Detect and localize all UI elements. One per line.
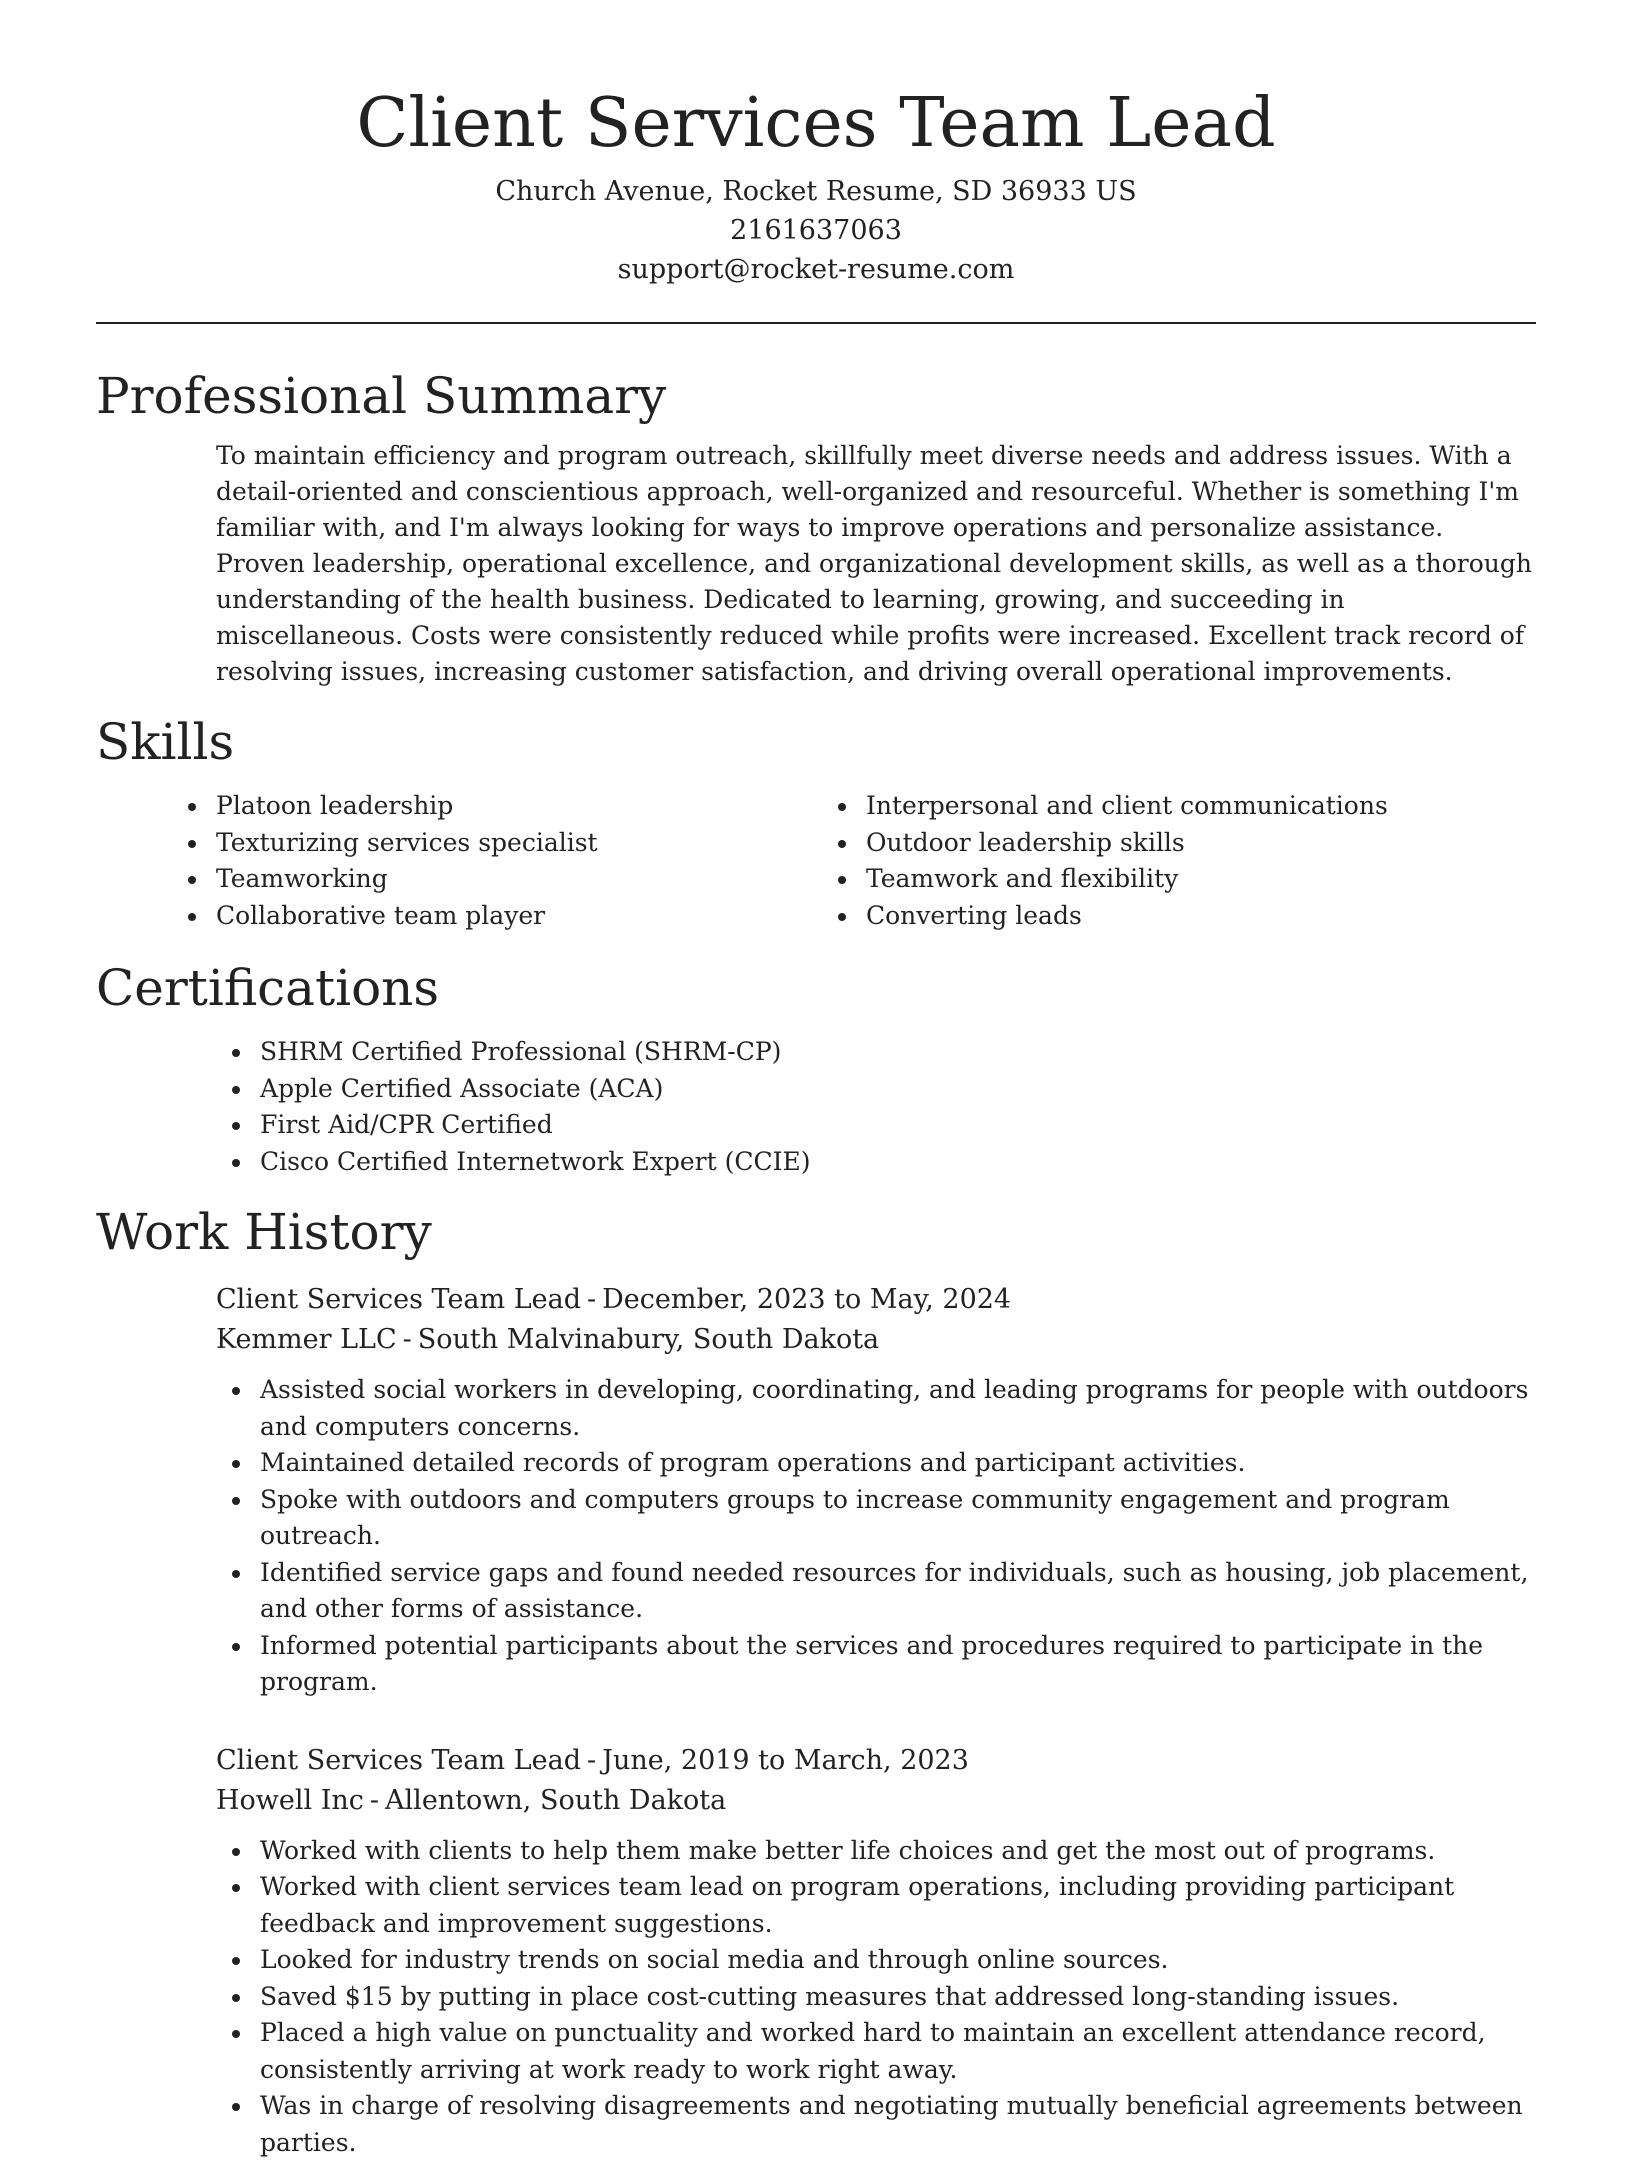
- skill-item: Platoon leadership: [216, 788, 866, 825]
- separator-dash: -: [364, 1785, 385, 1816]
- job-location: South Malvinabury, South Dakota: [418, 1324, 879, 1355]
- certification-item: SHRM Certified Professional (SHRM-CP): [260, 1034, 1536, 1071]
- skill-item: Converting leads: [866, 898, 1516, 935]
- phone-text: 2161637063: [96, 211, 1536, 250]
- job-duty-item: Placed a high value on punctuality and worked hard to maintain an excellent attendance record, consistently arriving at work ready to work right away.: [260, 2015, 1536, 2088]
- job-company: Howell Inc: [216, 1785, 364, 1816]
- skill-item: Collaborative team player: [216, 898, 866, 935]
- contact-block: [96, 172, 1536, 289]
- skill-item: Outdoor leadership skills: [866, 825, 1516, 862]
- certification-item: Cisco Certified Internetwork Expert (CCIE): [260, 1144, 1536, 1181]
- skills-grid: [216, 788, 1536, 934]
- certification-item: Apple Certified Associate (ACA): [260, 1071, 1536, 1108]
- resume-page: [96, 0, 1536, 2161]
- skill-item: Texturizing services specialist: [216, 825, 866, 862]
- job-location: Allentown, South Dakota: [385, 1785, 726, 1816]
- skill-item: Interpersonal and client communications: [866, 788, 1516, 825]
- job-duty-item: Was in charge of resolving disagreements and negotiating mutually beneficial agreements between parties.: [260, 2088, 1536, 2161]
- certifications-heading: Certifications: [96, 958, 1536, 1018]
- separator-dash: -: [397, 1324, 418, 1355]
- candidate-name: Client Services Team Lead: [96, 84, 1536, 164]
- job-company-line: [216, 1320, 1536, 1360]
- skill-item: Teamworking: [216, 861, 866, 898]
- job-role: Client Services Team Lead: [216, 1284, 581, 1315]
- job-duty-item: Saved $15 by putting in place cost-cutting measures that addressed long-standing issues.: [260, 1979, 1536, 2016]
- header-divider: [96, 322, 1536, 324]
- summary-heading: Professional Summary: [96, 366, 1536, 426]
- job-duty-item: Worked with clients to help them make better life choices and get the most out of programs.: [260, 1833, 1536, 1870]
- skills-heading: Skills: [96, 712, 1536, 772]
- job-duty-item: Identified service gaps and found needed resources for individuals, such as housing, job placement, and other forms of assistance.: [260, 1555, 1536, 1628]
- address-text: Church Avenue, Rocket Resume, SD 36933 US: [96, 172, 1536, 211]
- job-duties-list: [260, 1372, 1536, 1701]
- resume-header: [96, 0, 1536, 289]
- email-text: support@rocket-resume.com: [96, 250, 1536, 289]
- job-duty-item: Informed potential participants about the services and procedures required to participate in the program.: [260, 1628, 1536, 1701]
- job-duty-item: Maintained detailed records of program operations and participant activities.: [260, 1445, 1536, 1482]
- job-dates: June, 2019 to March, 2023: [602, 1745, 969, 1776]
- job-role: Client Services Team Lead: [216, 1745, 581, 1776]
- job-duty-item: Spoke with outdoors and computers groups to increase community engagement and program outreach.: [260, 1482, 1536, 1555]
- job-duty-item: Looked for industry trends on social media and through online sources.: [260, 1942, 1536, 1979]
- skills-column-left: [216, 788, 866, 934]
- job-entry-1: [216, 1280, 1536, 1701]
- job-dates: December, 2023 to May, 2024: [602, 1284, 1011, 1315]
- job-duty-item: Worked with client services team lead on program operations, including providing participant feedback and improvement suggestions.: [260, 1869, 1536, 1942]
- separator-dash: -: [581, 1745, 602, 1776]
- separator-dash: -: [581, 1284, 602, 1315]
- job-title-line: [216, 1280, 1536, 1320]
- certifications-list: [260, 1034, 1536, 1180]
- job-company: Kemmer LLC: [216, 1324, 397, 1355]
- job-duty-item: Assisted social workers in developing, coordinating, and leading programs for people with outdoors and computers concerns.: [260, 1372, 1536, 1445]
- skill-item: Teamwork and flexibility: [866, 861, 1516, 898]
- skills-column-right: [866, 788, 1516, 934]
- certification-item: First Aid/CPR Certified: [260, 1107, 1536, 1144]
- work-history-heading: Work History: [96, 1202, 1536, 1262]
- summary-text: To maintain efficiency and program outreach, skillfully meet diverse needs and address issues. With a detail-oriented and conscientious approach, well-organized and resourceful. Whether is something I'm familiar with, and I'm always looking for ways to improve operations and personalize assistance. Proven leadership, operational excellence, and organizational development skills, as well as a thorough understanding of the health business. Dedicated to learning, growing, and succeeding in miscellaneous. Costs were consistently reduced while profits were increased. Excellent track record of resolving issues, increasing customer satisfaction, and driving overall operational improvements.: [216, 438, 1536, 690]
- job-title-line: [216, 1741, 1536, 1781]
- job-company-line: [216, 1781, 1536, 1821]
- job-entry-2: [216, 1741, 1536, 2161]
